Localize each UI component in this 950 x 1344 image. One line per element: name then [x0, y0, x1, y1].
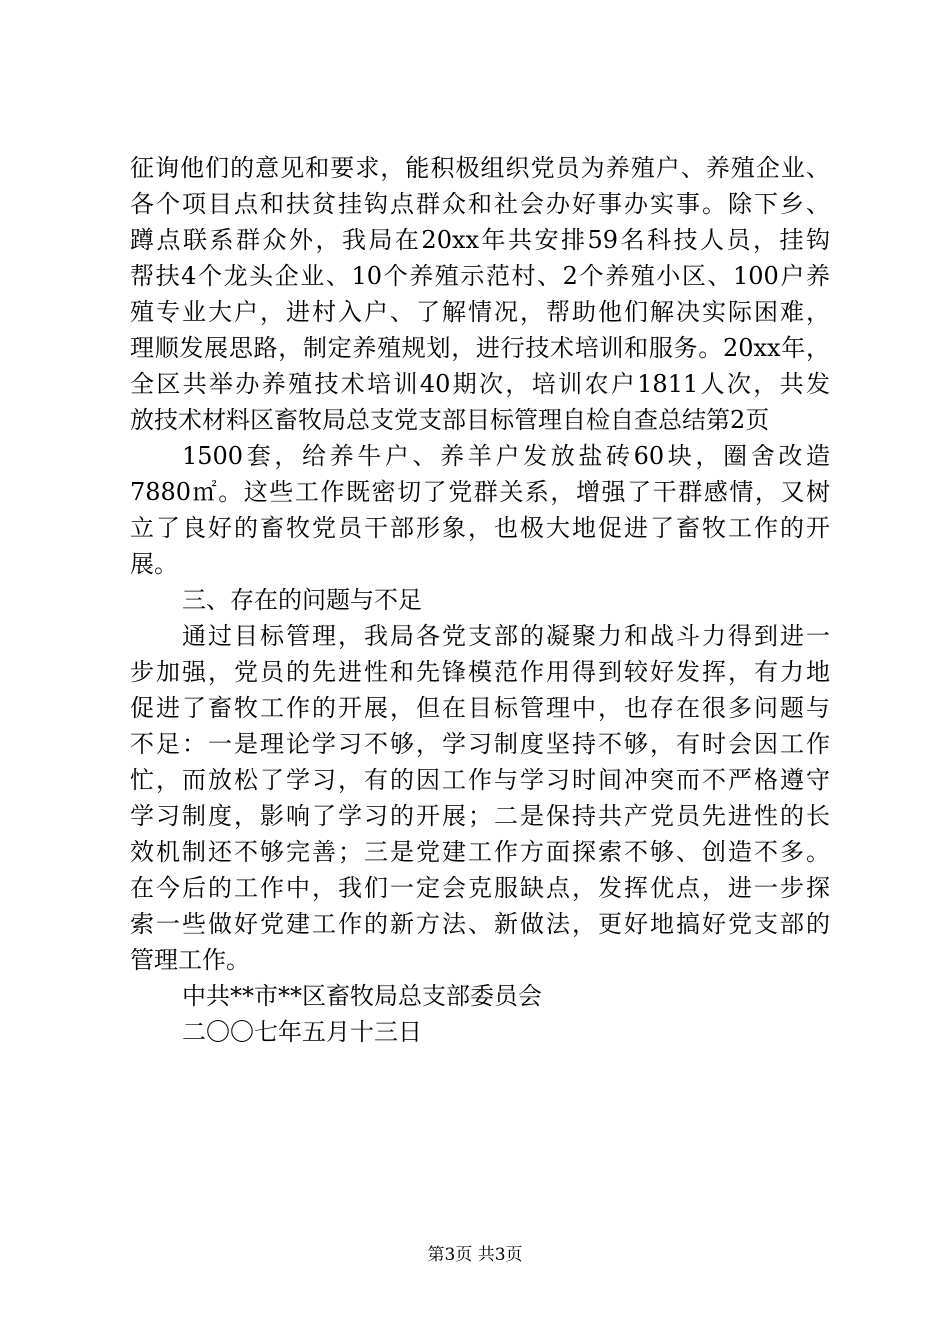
text-line: 效机制还不够完善；三是党建工作方面探索不够、创造不多。 — [130, 838, 830, 866]
text-line: 步加强，党员的先进性和先锋模范作用得到较好发挥，有力地 — [130, 658, 830, 686]
text-line: 不足：一是理论学习不够，学习制度坚持不够，有时会因工作 — [130, 730, 830, 758]
text-line: 展。 — [130, 550, 178, 578]
text-line: 促进了畜牧工作的开展，但在目标管理中，也存在很多问题与 — [130, 694, 830, 722]
text-line: 各个项目点和扶贫挂钩点群众和社会办好事办实事。除下乡、 — [130, 190, 830, 218]
text-line: 帮扶4个龙头企业、10个养殖示范村、2个养殖小区、100户养 — [130, 262, 830, 290]
text-line: 学习制度，影响了学习的开展；二是保持共产党员先进性的长 — [130, 802, 830, 830]
text-line: 全区共举办养殖技术培训40期次，培训农户1811人次，共发 — [130, 370, 830, 398]
text-line: 殖专业大户，进村入户、了解情况，帮助他们解决实际困难， — [130, 298, 830, 326]
text-line: 7880㎡。这些工作既密切了党群关系，增强了干群感情，又树 — [130, 478, 830, 506]
text-line: 1500套，给养牛户、养羊户发放盐砖60块，圈舍改造 — [182, 442, 830, 470]
document-body — [130, 150, 830, 1050]
text-line: 忙，而放松了学习，有的因工作与学习时间冲突而不严格遵守 — [130, 766, 830, 794]
text-line: 中共**市**区畜牧局总支部委员会 — [182, 982, 542, 1010]
text-line: 蹲点联系群众外，我局在20xx年共安排59名科技人员，挂钩 — [130, 226, 830, 254]
text-line: 放技术材料区畜牧局总支党支部目标管理自检自查总结第2页 — [130, 406, 770, 434]
text-line: 立了良好的畜牧党员干部形象，也极大地促进了畜牧工作的开 — [130, 514, 830, 542]
text-line: 通过目标管理，我局各党支部的凝聚力和战斗力得到进一 — [182, 622, 830, 650]
text-line: 理顺发展思路，制定养殖规划，进行技术培训和服务。20xx年， — [130, 334, 830, 362]
text-line: 征询他们的意见和要求，能积极组织党员为养殖户、养殖企业、 — [130, 154, 830, 182]
text-line: 在今后的工作中，我们一定会克服缺点，发挥优点，进一步探 — [130, 874, 830, 902]
text-line: 二〇〇七年五月十三日 — [182, 1018, 422, 1046]
text-line: 管理工作。 — [130, 946, 250, 974]
page-footer: 第3页 共3页 — [427, 1245, 523, 1265]
text-line: 三、存在的问题与不足 — [182, 586, 422, 614]
text-line: 索一些做好党建工作的新方法、新做法，更好地搞好党支部的 — [130, 910, 830, 938]
